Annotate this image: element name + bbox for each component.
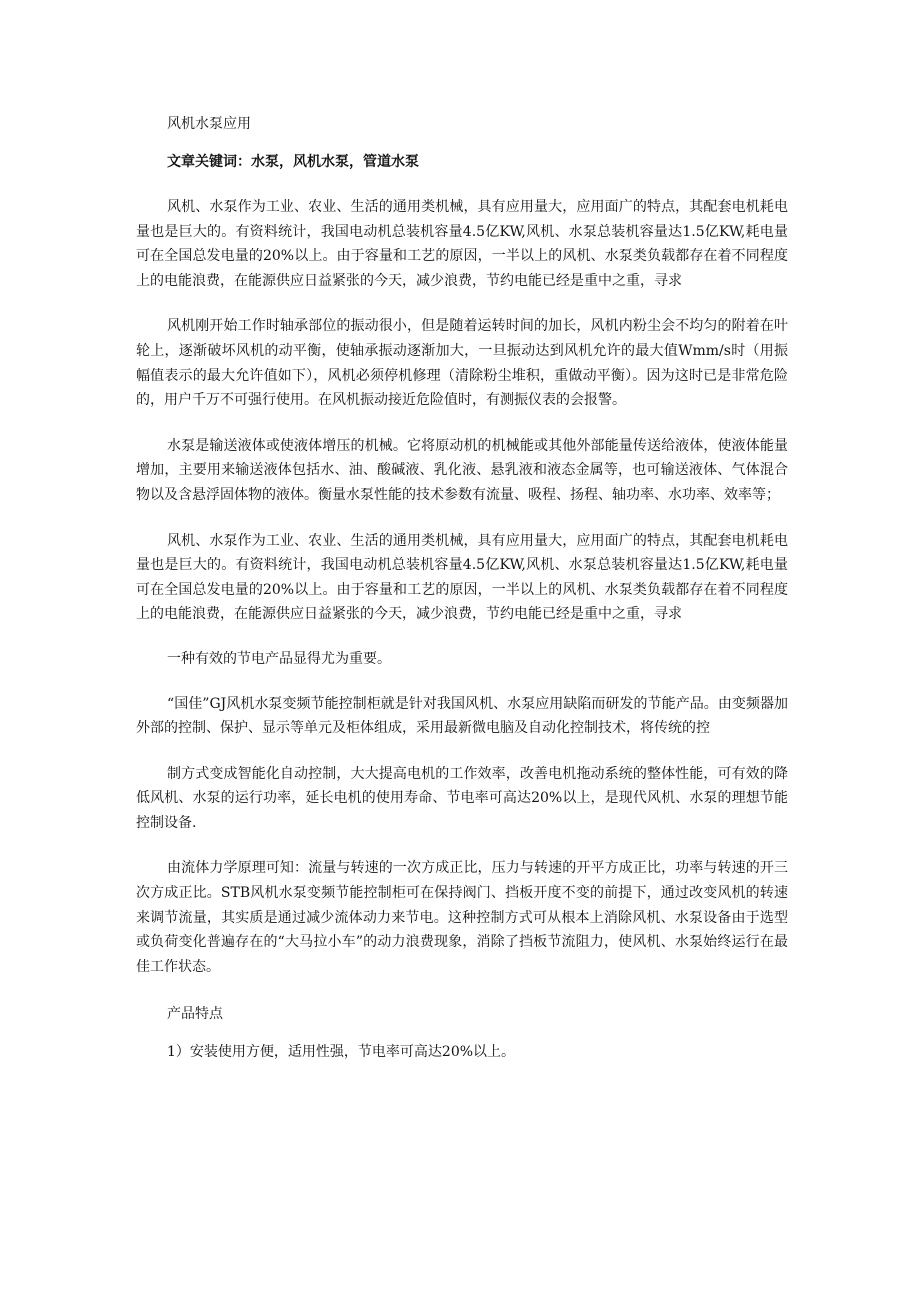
paragraph-pump-definition: 水泵是输送液体或使液体增压的机械。它将原动机的机械能或其他外部能量传送给液体，使液体能量增加，主要用来输送液体包括水、油、酸碱液、乳化液、悬乳液和液态金属等，也可输送液体、气体混合物以及含悬浮固体物的液体。衡量水泵性能的技术参数有流量、吸程、扬程、轴功率、水功率、效率等；: [136, 437, 788, 503]
feature-item: 1）安装使用方便，适用性强，节电率可高达20%以上。: [167, 1044, 516, 1061]
paragraph-guojia-product: “国佳”GJ风机水泵变频节能控制柜就是针对我国风机、水泵应用缺陷而研发的节能产品。由变频器加外部的控制、保护、显示等单元及柜体组成，采用最新微电脑及自动化控制技术，将传统的控: [136, 695, 788, 737]
paragraph-fan-vibration: 风机刚开始工作时轴承部位的振动很小，但是随着运转时间的加长，风机内粉尘会不均匀的附着在叶轮上，逐渐破坏风机的动平衡，使轴承振动逐渐加大，一旦振动达到风机允许的最大值Wmm/s时（用振幅值表示的最大允许值如下），风机必须停机修理（清除粉尘堆积，重做动平衡）。因为这时已是非常危险的，用户千万不可强行使用。在风机振动接近危险值时，有测振仪表的会报警。: [136, 318, 788, 409]
paragraph-effective-product: 一种有效的节电产品显得尤为重要。: [167, 650, 391, 667]
document-title: 风机水泵应用: [167, 116, 251, 132]
paragraph-intro-repeat: 风机、水泵作为工业、农业、生活的通用类机械，具有应用量大，应用面广的特点，其配套电机耗电量也是巨大的。有资料统计，我国电动机总装机容量4.5亿KW,风机、水泵总装机容量达1.5亿KW,耗电量可在全国总发电量的20%以上。由于容量和工艺的原因，一半以上的风机、水泵类负载都存在着不同程度上的电能浪费，在能源供应日益紧张的今天，减少浪费，节约电能已经是重中之重，寻求: [136, 532, 788, 623]
paragraph-fluid-principle: 由流体力学原理可知：流量与转速的一次方成正比，压力与转速的开平方成正比，功率与转速的开三次方成正比。STB风机水泵变频节能控制柜可在保持阀门、挡板开度不变的前提下，通过改变风机的转速来调节流量，其实质是通过减少流体动力来节电。这种控制方式可从根本上消除风机、水泵设备由于选型或负荷变化普遍存在的“大马拉小车”的动力浪费现象，消除了挡板节流阻力，使风机、水泵始终运行在最佳工作状态。: [136, 860, 788, 975]
document-body: [136, 112, 788, 1064]
keywords-line: 文章关键词：水泵，风机水泵，管道水泵: [167, 154, 419, 170]
features-heading: 产品特点: [167, 1006, 223, 1023]
paragraph-intro: 风机、水泵作为工业、农业、生活的通用类机械，具有应用量大，应用面广的特点，其配套电机耗电量也是巨大的。有资料统计，我国电动机总装机容量4.5亿KW,风机、水泵总装机容量达1.5亿KW,耗电量可在全国总发电量的20%以上。由于容量和工艺的原因，一半以上的风机、水泵类负载都存在着不同程度上的电能浪费，在能源供应日益紧张的今天，减少浪费，节约电能已经是重中之重，寻求: [136, 199, 788, 289]
paragraph-control-method: 制方式变成智能化自动控制，大大提高电机的工作效率，改善电机拖动系统的整体性能，可有效的降低风机、水泵的运行功率，延长电机的使用寿命、节电率可高达20%以上，是现代风机、水泵的理想节能控制设备.: [136, 765, 788, 831]
